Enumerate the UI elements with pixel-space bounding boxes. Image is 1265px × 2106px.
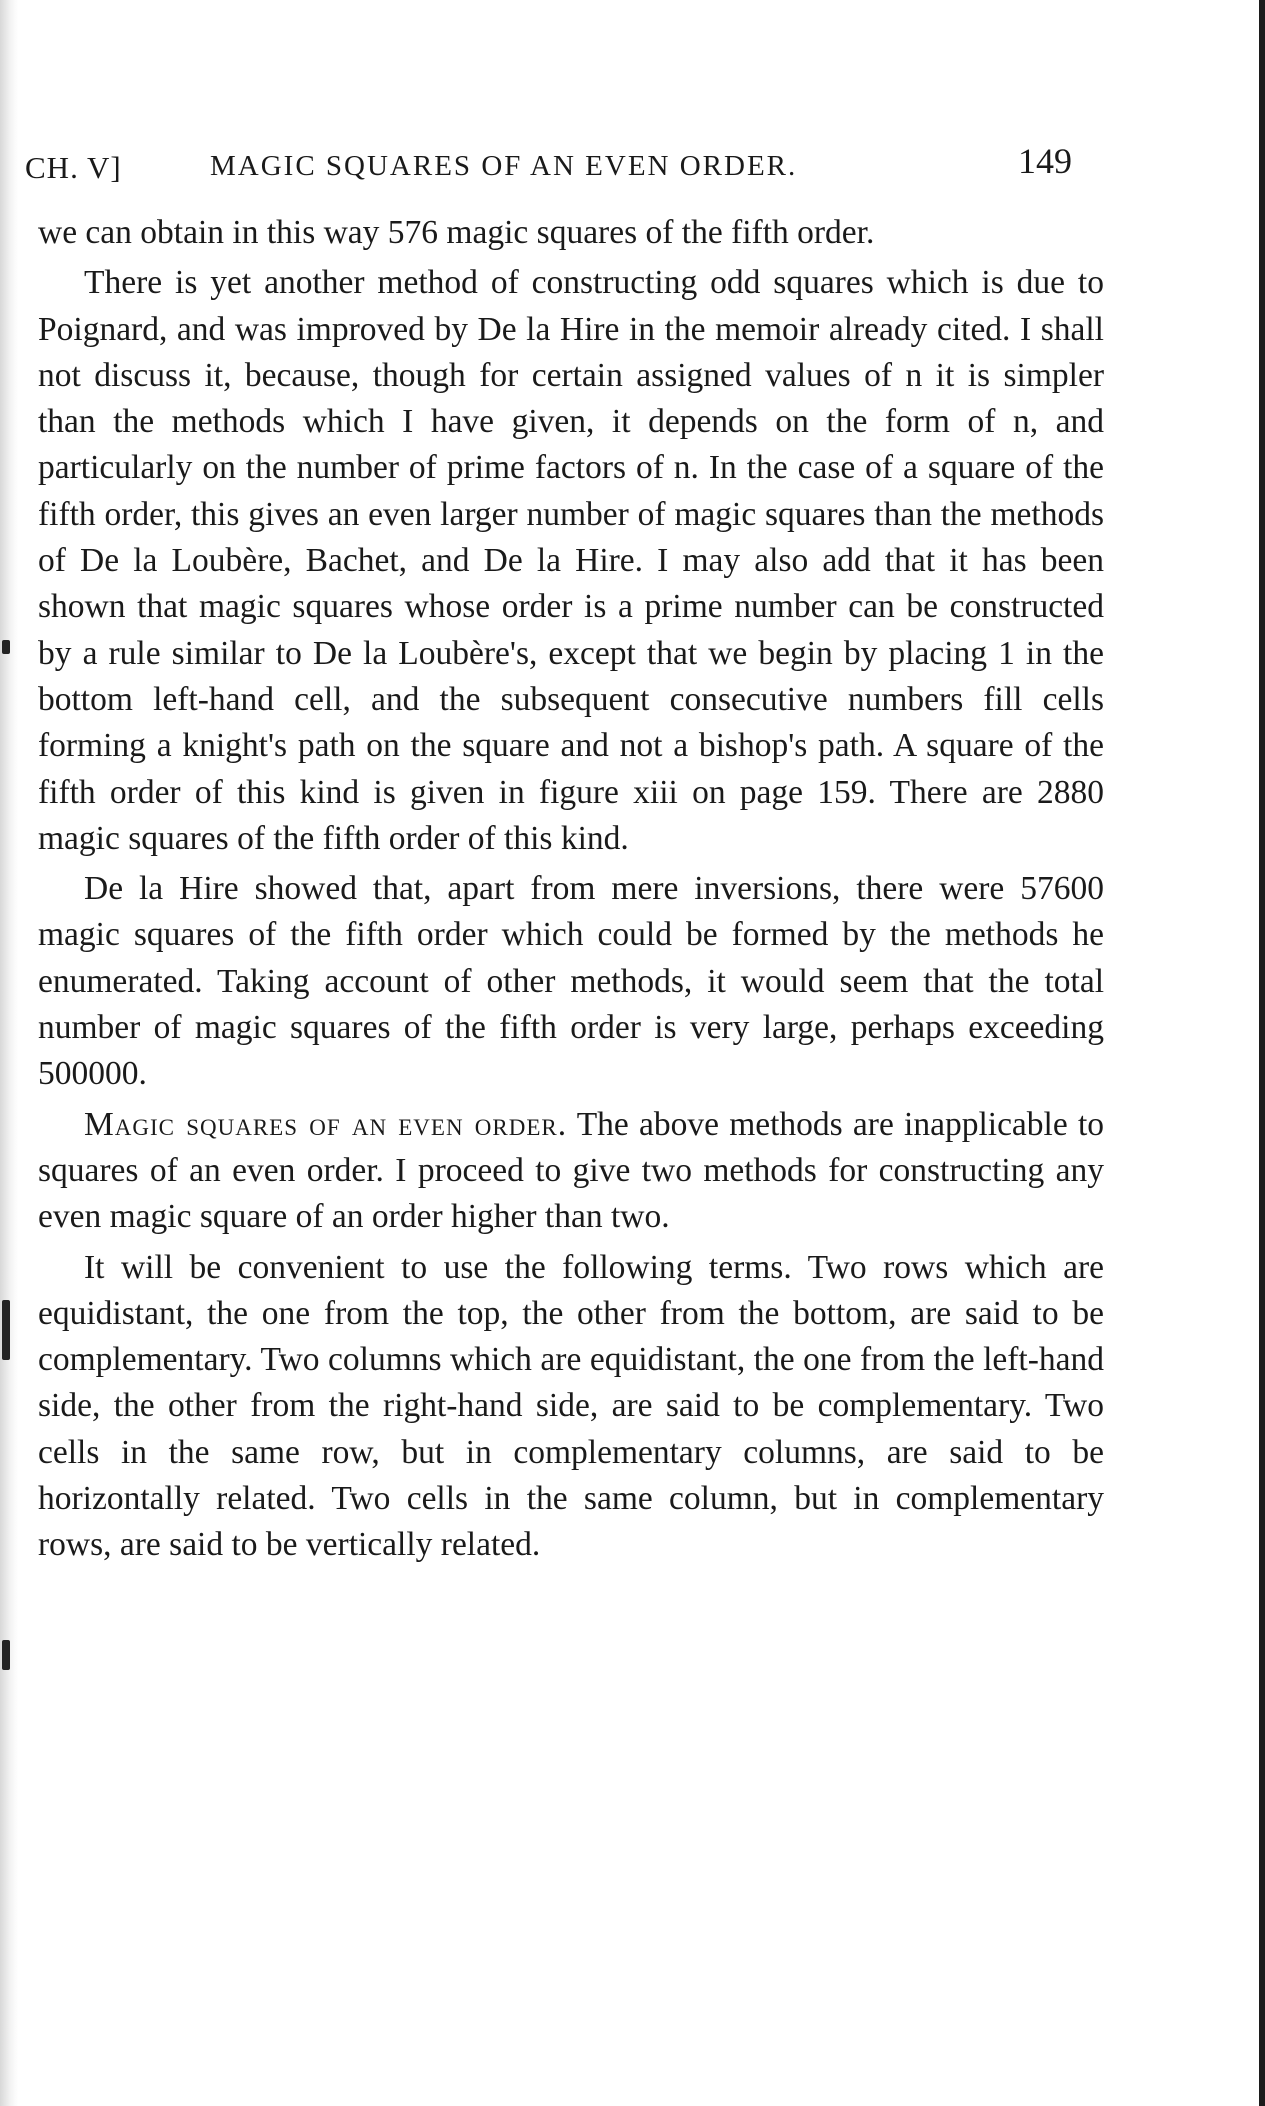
section-heading: Magic squares of an even order.: [84, 1105, 568, 1143]
running-title: MAGIC SQUARES OF AN EVEN ORDER.: [210, 150, 798, 182]
paragraph: we can obtain in this way 576 magic squares of the fifth order.: [38, 214, 875, 251]
binding-mark: [2, 1640, 10, 1670]
page-number: 149: [1018, 141, 1072, 181]
paragraph: De la Hire showed that, apart from mere inversions, there were 57600 magic squares of the fifth order which could be formed by the methods he enumerated. Taking account of other methods, it would seem that the total number of magic squares of the fifth order is very large, perhaps exceeding 500000.: [38, 870, 1104, 1093]
binding-mark: [2, 640, 10, 654]
running-header: [25, 140, 1085, 190]
page-edge: [1259, 0, 1265, 2106]
paragraph: It will be convenient to use the following terms. Two rows which are equidistant, the one from the top, the other from the bottom, are said to be complementary. Two columns which are equidistant, the one from the left-hand side, the other from the right-hand side, are said to be complementary. Two cells in the same row, but in complementary columns, are said to be horizontally related. Two cells in the same column, but in complementary rows, are said to be vertically related.: [38, 1248, 1104, 1564]
paragraph-text: The above methods are inapplicable to squares of an even order. I proceed to give two methods for constructing any even magic square of an order higher than two.: [38, 1105, 1104, 1236]
binding-mark: [2, 1300, 10, 1360]
chapter-label: CH. V]: [25, 150, 122, 185]
paragraph: There is yet another method of constructing odd squares which is due to Poignard, and was improved by De la Hire in the memoir already cited. I shall not discuss it, because, though for certain assigned values of n it is simpler than the methods which I have given, it depends on the form of n, and particularly on the number of prime factors of n. In the case of a square of the fifth order, this gives an even larger number of magic squares than the methods of De la Loubère, Bachet, and De la Hire. I may also add that it has been shown that magic squares whose order is a prime number can be constructed by a rule similar to De la Loubère's, except that we begin by placing 1 in the bottom left-hand cell, and the subsequent consecutive numbers fill cells forming a knight's path on the square and not a bishop's path. A square of the fifth order of this kind is given in figure xiii on page 159. There are 2880 magic squares of the fifth order of this kind.: [38, 264, 1104, 857]
body-text: [38, 210, 1104, 1569]
paragraph: [38, 1102, 1104, 1241]
binding-edge: [0, 0, 18, 2106]
